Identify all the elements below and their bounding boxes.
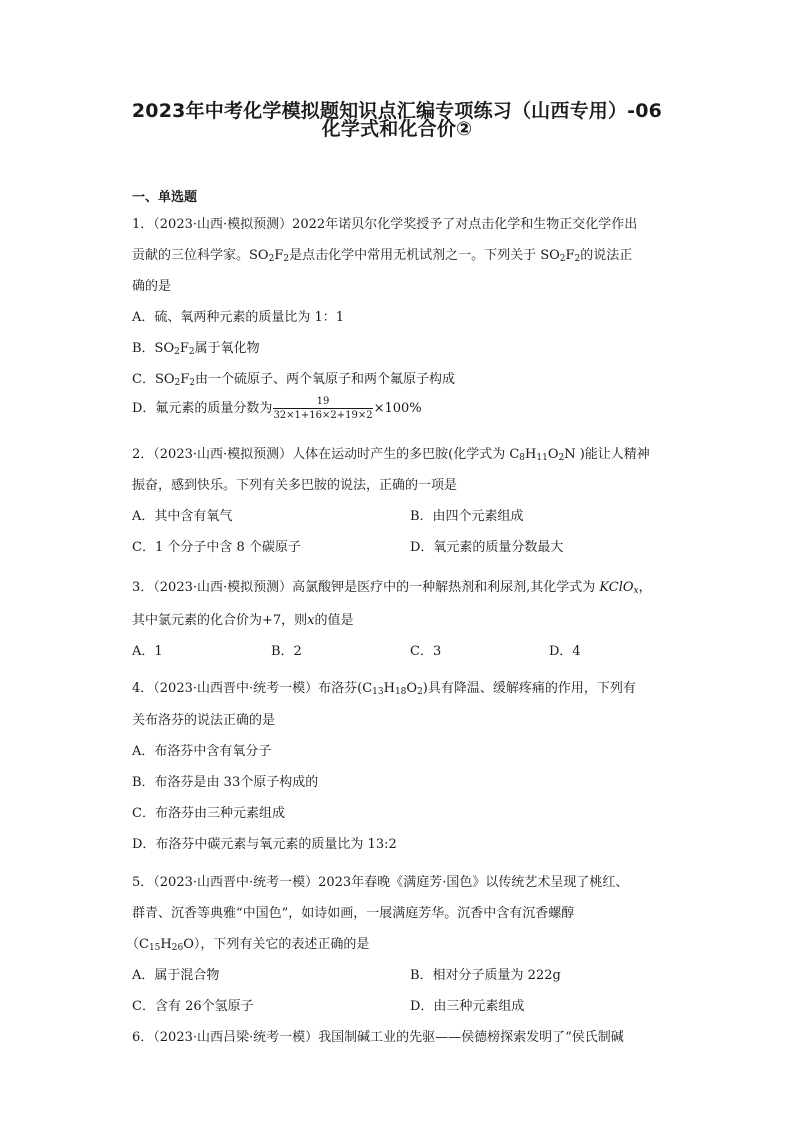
q3-option-c[interactable]: C．3 xyxy=(410,644,442,659)
q5-option-b[interactable]: B．相对分子质量为 222g xyxy=(410,968,561,983)
q3-option-d[interactable]: D．4 xyxy=(549,644,581,659)
q4-option-b[interactable]: B．布洛芬是由 33个原子构成的 xyxy=(132,775,319,790)
q1-option-b[interactable]: B．$SO_2F_2$属于氧化物 xyxy=(132,341,260,357)
q1-line3: 确的是 xyxy=(132,279,172,294)
q2-line2: 振奋，感到快乐。下列有关多巴胺的说法，正确的一项是 xyxy=(132,478,458,493)
q4-line2: 关布洛芬的说法正确的是 xyxy=(132,713,276,728)
q5-option-c[interactable]: C．含有 26个氢原子 xyxy=(132,999,254,1014)
section-heading: 一、单选题 xyxy=(132,190,198,205)
q3-option-a[interactable]: A．1 xyxy=(132,644,163,659)
q5-line2: 群青、沉香等典雅“中国色”，如诗如画，一展满庭芳华。沉香中含有沉香螺醇 xyxy=(132,906,575,921)
q1-option-c[interactable]: C．$SO_2F_2$由一个硫原子、两个氧原子和两个氟原子构成 xyxy=(132,372,456,388)
q2-option-a[interactable]: A．其中含有氧气 xyxy=(132,509,233,524)
q1-line1: 1．（2023·山西·模拟预测）2022年诺贝尔化学奖授予了对点击化学和生物正交化学作出 xyxy=(132,217,638,232)
q5-line1: 5．（2023·山西晋中·统考一模）2023年春晚《满庭芳·国色》以传统艺术呈现了桃红、 xyxy=(132,875,629,890)
q5-option-d[interactable]: D．由三种元素组成 xyxy=(410,999,525,1014)
q3-formula: KClO xyxy=(599,580,634,595)
q4-line1: 4．（2023·山西晋中·统考一模）布洛芬$(C_{13}H_{18}O_2)$具有降温、缓解疼痛的作用，下列有 xyxy=(132,681,636,697)
q1-option-a[interactable]: A．硫、氧两种元素的质量比为 1：1 xyxy=(132,310,345,325)
q4-option-a[interactable]: A．布洛芬中含有氧分子 xyxy=(132,744,272,759)
q6-line1: 6．（2023·山西吕梁·统考一模）我国制碱工业的先驱——侯德榜探索发明了“侯氏制碱 xyxy=(132,1030,624,1045)
q1-line2: 贡献的三位科学家。$SO_2F_2$是点击化学中常用无机试剂之一。下列关于 $SO_2F_2$的说法正 xyxy=(132,248,633,264)
q2-option-b[interactable]: B．由四个元素组成 xyxy=(410,509,524,524)
q5-line3: $(C_{15}H_{26}O)$，下列有关它的表述正确的是 xyxy=(126,937,370,953)
doc-title-line2: 化学式和化合价② xyxy=(321,118,473,140)
q4-option-c[interactable]: C．布洛芬由三种元素组成 xyxy=(132,806,285,821)
fraction: $\frac{19}{32\times 1+16\times 2+19\times 2}$ xyxy=(273,396,373,421)
doc-title-line1: 2023年中考化学模拟题知识点汇编专项练习（山西专用）-06 xyxy=(131,100,663,122)
q3-option-b[interactable]: B．2 xyxy=(271,644,302,659)
q2-option-d[interactable]: D．氧元素的质量分数最大 xyxy=(410,540,564,555)
q2-line1: 2．（2023·山西·模拟预测）人体在运动时产生的多巴胺(化学式为 $C_8H_{11}O_2N$ )能让人精神 xyxy=(132,447,650,463)
q2-option-c[interactable]: C．1 个分子中含 8 个碳原子 xyxy=(132,540,301,555)
q4-option-d[interactable]: D．布洛芬中碳元素与氧元素的质量比为 13:2 xyxy=(132,837,397,852)
q5-option-a[interactable]: A．属于混合物 xyxy=(132,968,220,983)
q3-line1: 3．（2023·山西·模拟预测）高氯酸钾是医疗中的一种解热剂和利尿剂,其化学式为 KClO$_x$， xyxy=(132,580,652,596)
q1-option-d[interactable]: D．氟元素的质量分数为 $\frac{19}{32\times 1+16\times 2+19\times 2}$ ×100% xyxy=(132,396,422,421)
q3-line2: 其中氯元素的化合价为+7，则x的值是 xyxy=(132,613,354,628)
